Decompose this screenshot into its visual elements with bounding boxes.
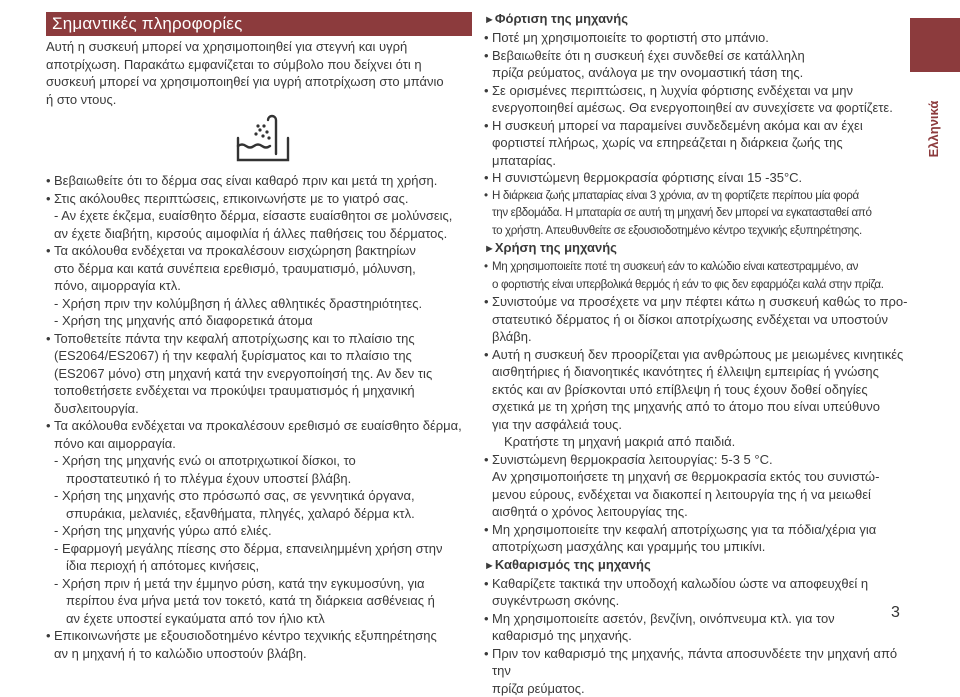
text-line: (ES2064/ES2067) ή την κεφαλή ξυρίσματος και το πλαίσιο της xyxy=(46,347,472,365)
text-line: μενου εύρους, ενδέχεται να διακοπεί η λειτουργία της ή να μειωθεί xyxy=(484,486,910,504)
dash-line: - Χρήση πριν ή μετά την έμμηνο ρύση, κατά την εγκυμοσύνη, για xyxy=(46,575,472,593)
dash-line: - Χρήση της μηχανής ενώ οι αποτριχωτικοί δίσκοι, το xyxy=(46,452,472,470)
intro-line: Αυτή η συσκευή μπορεί να χρησιμοποιηθεί για στεγνή και υγρή xyxy=(46,38,472,56)
section-header-important: Σημαντικές πληροφορίες xyxy=(46,12,472,36)
text-line: πρίζα ρεύματος, ανάλογα με την ονομαστική τάση της. xyxy=(484,64,910,82)
bullet-line: • Μη χρησιμοποιείτε ασετόν, βενζίνη, οινόπνευμα κτλ. για τον xyxy=(484,610,910,628)
text-line: αισθητά ο χρόνος λειτουργίας της. xyxy=(484,503,910,521)
text-line: ενεργοποιηθεί αμέσως. Θα ενεργοποιηθεί αν συνεχίσετε να φορτίζετε. xyxy=(484,99,910,117)
bullet-line: • Συνιστώμενη θερμοκρασία λειτουργίας: 5-3 5 °C. xyxy=(484,451,910,469)
bullet-line: • Πριν τον καθαρισμό της μηχανής, πάντα αποσυνδέετε την μηχανή από την xyxy=(484,645,910,680)
bullet-line: • Σε ορισμένες περιπτώσεις, η λυχνία φόρτισης ενδέχεται να μην xyxy=(484,82,910,100)
dash-line: - Χρήση πριν την κολύμβηση ή άλλες αθλητικές δραστηριότητες. xyxy=(46,295,472,313)
triangle-right-icon: ► xyxy=(484,14,495,26)
text-line: αποτρίχωση μασχάλης και γραμμής του μπικίνι. xyxy=(484,538,910,556)
page-number: 3 xyxy=(891,604,900,622)
text-line: συγκέντρωση σκόνης. xyxy=(484,592,910,610)
bullet-line: • Συνιστούμε να προσέχετε να μην πέφτει κάτω η συσκευή καθώς το προ- xyxy=(484,293,910,311)
text-line: ίδια περιοχή ή απότομες κινήσεις, xyxy=(46,557,472,575)
text-line: φορτιστεί πλήρως, χωρίς να επηρεάζεται η διάρκεια ζωής της μπαταρίας. xyxy=(484,134,910,169)
triangle-right-icon: ► xyxy=(484,560,495,572)
triangle-right-icon: ► xyxy=(484,243,495,255)
text-line: για την ασφάλειά τους. xyxy=(484,416,910,434)
shower-bath-icon xyxy=(236,112,290,164)
text-line: περίπου ένα μήνα μετά τον τοκετό, κατά τη διάρκεια ασθένειας ή xyxy=(46,592,472,610)
text-line: προστατευτικό ή το πλέγμα έχουν υποστεί βλάβη. xyxy=(46,470,472,488)
text-line: εκτός και αν βρίσκονται υπό επίβλεψη ή τους έχουν δοθεί οδηγίες xyxy=(484,381,910,399)
text-line: δυσλειτουργία. xyxy=(46,400,472,418)
text-line: Κρατήστε τη μηχανή μακριά από παιδιά. xyxy=(484,433,910,451)
text-line: στατευτικό δέρματος ή οι δίσκοι αποτρίχωσης ενδέχεται να υποστούν βλάβη. xyxy=(484,311,910,346)
right-column xyxy=(484,10,910,697)
text-line: πρίζα ρεύματος. xyxy=(484,680,910,697)
text-line: καθαρισμό της μηχανής. xyxy=(484,627,910,645)
bullet-line: • Στις ακόλουθες περιπτώσεις, επικοινωνήστε με το γιατρό σας. xyxy=(46,190,472,208)
section-title-charging: ►Φόρτιση της μηχανής xyxy=(484,10,910,29)
text-line: αν έχετε υποστεί εγκαύματα από τον ήλιο κτλ xyxy=(46,610,472,628)
text-line: ο φορτιστής είναι υπερβολικά θερμός ή εάν το φις δεν εφαρμόζει καλά στην πρίζα. xyxy=(484,276,910,294)
text-line: Αν χρησιμοποιήσετε τη μηχανή σε θερμοκρασία εκτός του συνιστώ- xyxy=(484,468,910,486)
text-line: αν έχετε διαβήτη, κιρσούς αιμοφιλία ή άλλες παθήσεις του δέρματος. xyxy=(46,225,472,243)
bullet-line: • Τα ακόλουθα ενδέχεται να προκαλέσουν εισχώρηση βακτηρίων xyxy=(46,242,472,260)
bullet-line: • Καθαρίζετε τακτικά την υποδοχή καλωδίου ώστε να αποφευχθεί η xyxy=(484,575,910,593)
text-line: στο δέρμα και κατά συνέπεια ερεθισμό, τραυματισμό, μόλυνση, xyxy=(46,260,472,278)
bullet-line: • Ποτέ μη χρησιμοποιείτε το φορτιστή στο μπάνιο. xyxy=(484,29,910,47)
dash-line: - Χρήση της μηχανής στο πρόσωπό σας, σε γεννητικά όργανα, xyxy=(46,487,472,505)
dash-line: - Αν έχετε έκζεμα, ευαίσθητο δέρμα, είσαστε ευαίσθητοι σε μολύνσεις, xyxy=(46,207,472,225)
intro-line: αποτρίχωση. Παρακάτω εμφανίζεται το σύμβολο που δείχνει ότι η xyxy=(46,56,472,74)
section-title-use: ►Χρήση της μηχανής xyxy=(484,239,910,258)
left-column xyxy=(46,12,472,662)
bullet-line: • Αυτή η συσκευή δεν προορίζεται για ανθρώπους με μειωμένες κινητικές xyxy=(484,346,910,364)
section-title-cleaning: ►Καθαρισμός της μηχανής xyxy=(484,556,910,575)
language-label: Ελληνικά xyxy=(925,92,943,166)
text-line: αν η μηχανή ή το καλώδιο υποστούν βλάβη. xyxy=(46,645,472,663)
dash-line: - Χρήση της μηχανής γύρω από ελιές. xyxy=(46,522,472,540)
bullet-line: • Μη χρησιμοποιείτε την κεφαλή αποτρίχωσης για τα πόδια/χέρια για xyxy=(484,521,910,539)
shower-symbol-area xyxy=(46,108,472,172)
dash-line: - Εφαρμογή μεγάλης πίεσης στο δέρμα, επανειλημμένη χρήση στην xyxy=(46,540,472,558)
text-line: (ES2067 μόνο) στη μηχανή κατά την ενεργοποίησή της. Αν δεν τις xyxy=(46,365,472,383)
bullet-line: • Βεβαιωθείτε ότι η συσκευή έχει συνδεθεί σε κατάλληλη xyxy=(484,47,910,65)
intro-line: ή στο ντους. xyxy=(46,91,472,109)
bullet-line: • Τοποθετείτε πάντα την κεφαλή αποτρίχωσης και το πλαίσιο της xyxy=(46,330,472,348)
text-line: πόνο και αιμορραγία. xyxy=(46,435,472,453)
bullet-line: • Μη χρησιμοποιείτε ποτέ τη συσκευή εάν το καλώδιο είναι κατεστραμμένο, αν xyxy=(484,258,910,276)
bullet-line: • Τα ακόλουθα ενδέχεται να προκαλέσουν ερεθισμό σε ευαίσθητο δέρμα, xyxy=(46,417,472,435)
bullet-line: • Επικοινωνήστε με εξουσιοδοτημένο κέντρο τεχνικής εξυπηρέτησης xyxy=(46,627,472,645)
text-line: τοποθετήσετε ενδέχεται να προκύψει τραυματισμός ή μηχανική xyxy=(46,382,472,400)
bullet-line: • Η διάρκεια ζωής μπαταρίας είναι 3 χρόνια, αν τη φορτίζετε περίπου μία φορά xyxy=(484,187,910,205)
text-line: πόνο, αιμορραγία κτλ. xyxy=(46,277,472,295)
text-line: σπυράκια, μελανιές, εξανθήματα, πληγές, χαλαρό δέρμα κτλ. xyxy=(46,505,472,523)
dash-line: - Χρήση της μηχανής από διαφορετικά άτομα xyxy=(46,312,472,330)
text-line: το χρήστη. Απευθυνθείτε σε εξουσιοδοτημένο κέντρο τεχνικής εξυπηρέτησης. xyxy=(484,222,910,240)
language-tab xyxy=(910,18,960,72)
bullet-line: • Η συνιστώμενη θερμοκρασία φόρτισης είναι 15 -35°C. xyxy=(484,169,910,187)
text-line: αισθητήριες ή διανοητικές ικανότητες ή έλλειψη εμπειρίας ή γνώσης xyxy=(484,363,910,381)
intro-line: συσκευή μπορεί να χρησιμοποιηθεί για υγρή αποτρίχωση στο μπάνιο xyxy=(46,73,472,91)
text-line: σχετικά με τη χρήση της μηχανής από το άτομο που είναι υπεύθυνο xyxy=(484,398,910,416)
bullet-line: • Βεβαιωθείτε ότι το δέρμα σας είναι καθαρό πριν και μετά τη χρήση. xyxy=(46,172,472,190)
bullet-line: • Η συσκευή μπορεί να παραμείνει συνδεδεμένη ακόμα και αν έχει xyxy=(484,117,910,135)
text-line: την εβδομάδα. Η μπαταρία σε αυτή τη μηχανή δεν μπορεί να εγκατασταθεί από xyxy=(484,204,910,222)
